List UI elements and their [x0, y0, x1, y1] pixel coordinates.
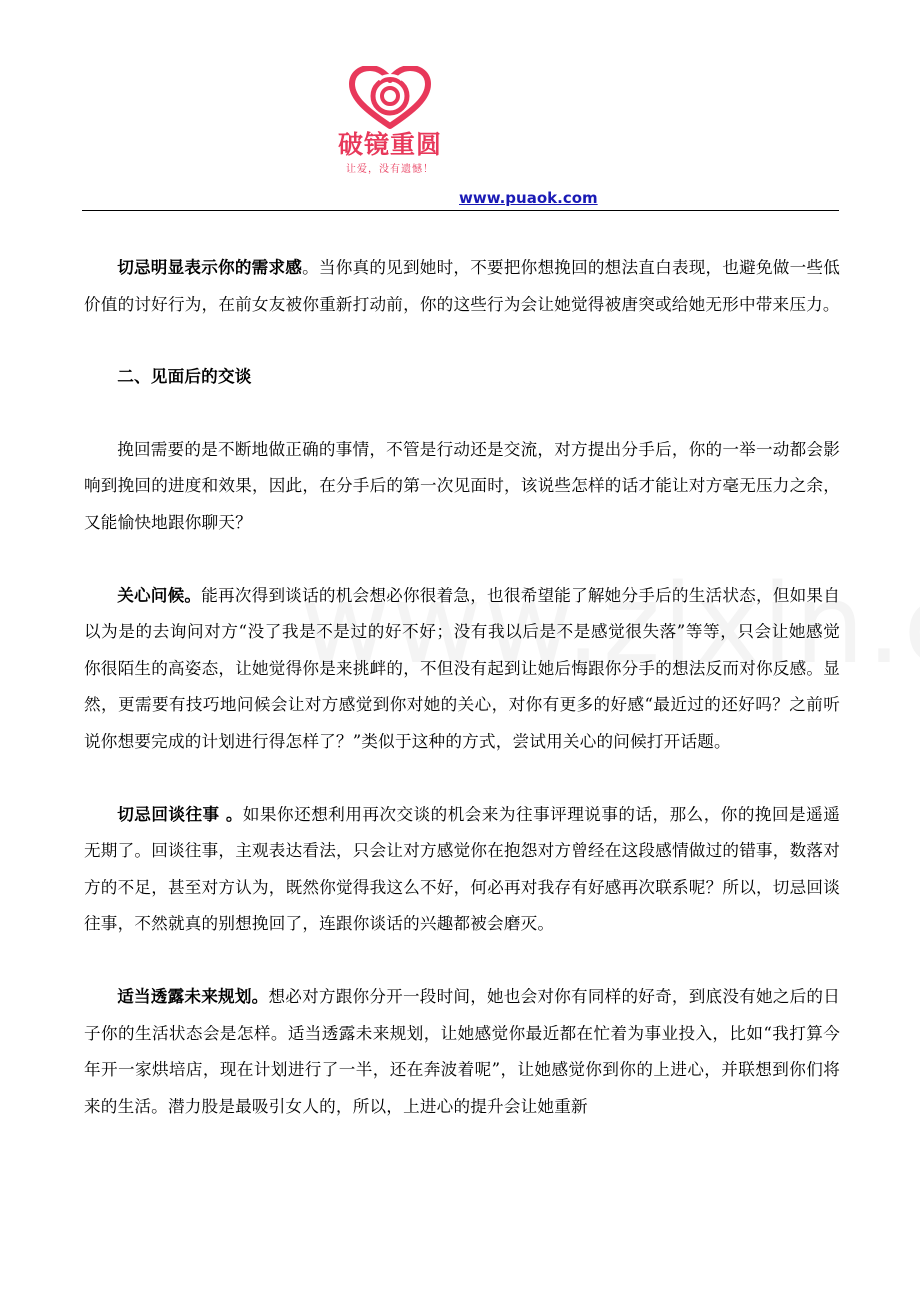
paragraph-lead: 切忌明显表示你的需求感 — [117, 258, 303, 277]
paragraph-intro — [84, 432, 840, 542]
paragraph-lead: 切忌回谈往事 。 — [117, 804, 243, 824]
brand-slogan: 让爱，没有遗憾！ — [346, 164, 434, 175]
brand-logo — [332, 66, 448, 182]
paragraph-text: 能再次得到谈话的机会想必你很着急，也很希望能了解她分手后的生活状态，但如果自以为是的去询问对方“没了我是不是过的好不好；没有我以后是不是感觉很失落”等等，只会让她感觉你很陌生的高姿态，让她觉得你是来挑衅的，不但没有起到让她后悔跟你分手的想法反而对你反感。显然，更需要有技巧地问候会让对方感觉到你对她的关心，对你有更多的好感“最近过的还好吗？之前听说你想要完成的计划进行得怎样了？”类似于这种的方式，尝试用关心的问候打开话题。 — [84, 585, 841, 751]
paragraph-lead: 关心问候。 — [117, 585, 202, 605]
brand-name: 破镜重圆 — [337, 130, 442, 159]
page-header — [82, 0, 839, 212]
paragraph-greeting — [84, 578, 840, 761]
heart-rings-logo-icon — [346, 66, 434, 130]
paragraph-text: 如果你还想利用再次交谈的机会来为往事评理说事的话，那么，你的挽回是遥遥无期了。回谈往事，主观表达看法，只会让对方感觉你在抱怨对方曾经在这段感情做过的错事，数落对方的不足，甚至对方认为，既然你觉得我这么不好，何必再对我存有好感再次联系呢？所以，切忌回谈往事，不然就真的别想挽回了，连跟你谈话的兴趣都被会磨灭。 — [84, 804, 840, 934]
website-link[interactable]: www.puaok.com — [459, 189, 598, 207]
paragraph-need — [84, 250, 840, 323]
section-heading: 二、见面后的交谈 — [117, 367, 252, 387]
paragraph-text: 想必对方跟你分开一段时间，她也会对你有同样的好奇，到底没有她之后的日子你的生活状态会是怎样。适当透露未来规划，让她感觉你最近都在忙着为事业投入，比如“我打算今年开一家烘培店，现在计划进行了一半，还在奔波着呢”，让她感觉你到你的上进心，并联想到你们将来的生活。潜力股是最吸引女人的，所以，上进心的提升会让她重新 — [84, 986, 840, 1116]
paragraph-text: 挽回需要的是不断地做正确的事情，不管是行动还是交流，对方提出分手后，你的一举一动都会影响到挽回的进度和效果，因此，在分手后的第一次见面时，该说些怎样的话才能让对方毫无压力之余，又能愉快地跟你聊天？ — [84, 439, 840, 532]
document-body — [84, 250, 840, 1125]
paragraph-lead: 适当透露未来规划。 — [117, 986, 269, 1006]
paragraph-past — [84, 797, 840, 943]
paragraph-future — [84, 979, 840, 1125]
header-divider — [82, 210, 839, 211]
paragraph-text: 。当你真的见到她时，不要把你想挽回的想法直白表现，也避免做一些低价值的讨好行为，在前女友被你重新打动前，你的这些行为会让她觉得被唐突或给她无形中带来压力。 — [84, 258, 841, 314]
